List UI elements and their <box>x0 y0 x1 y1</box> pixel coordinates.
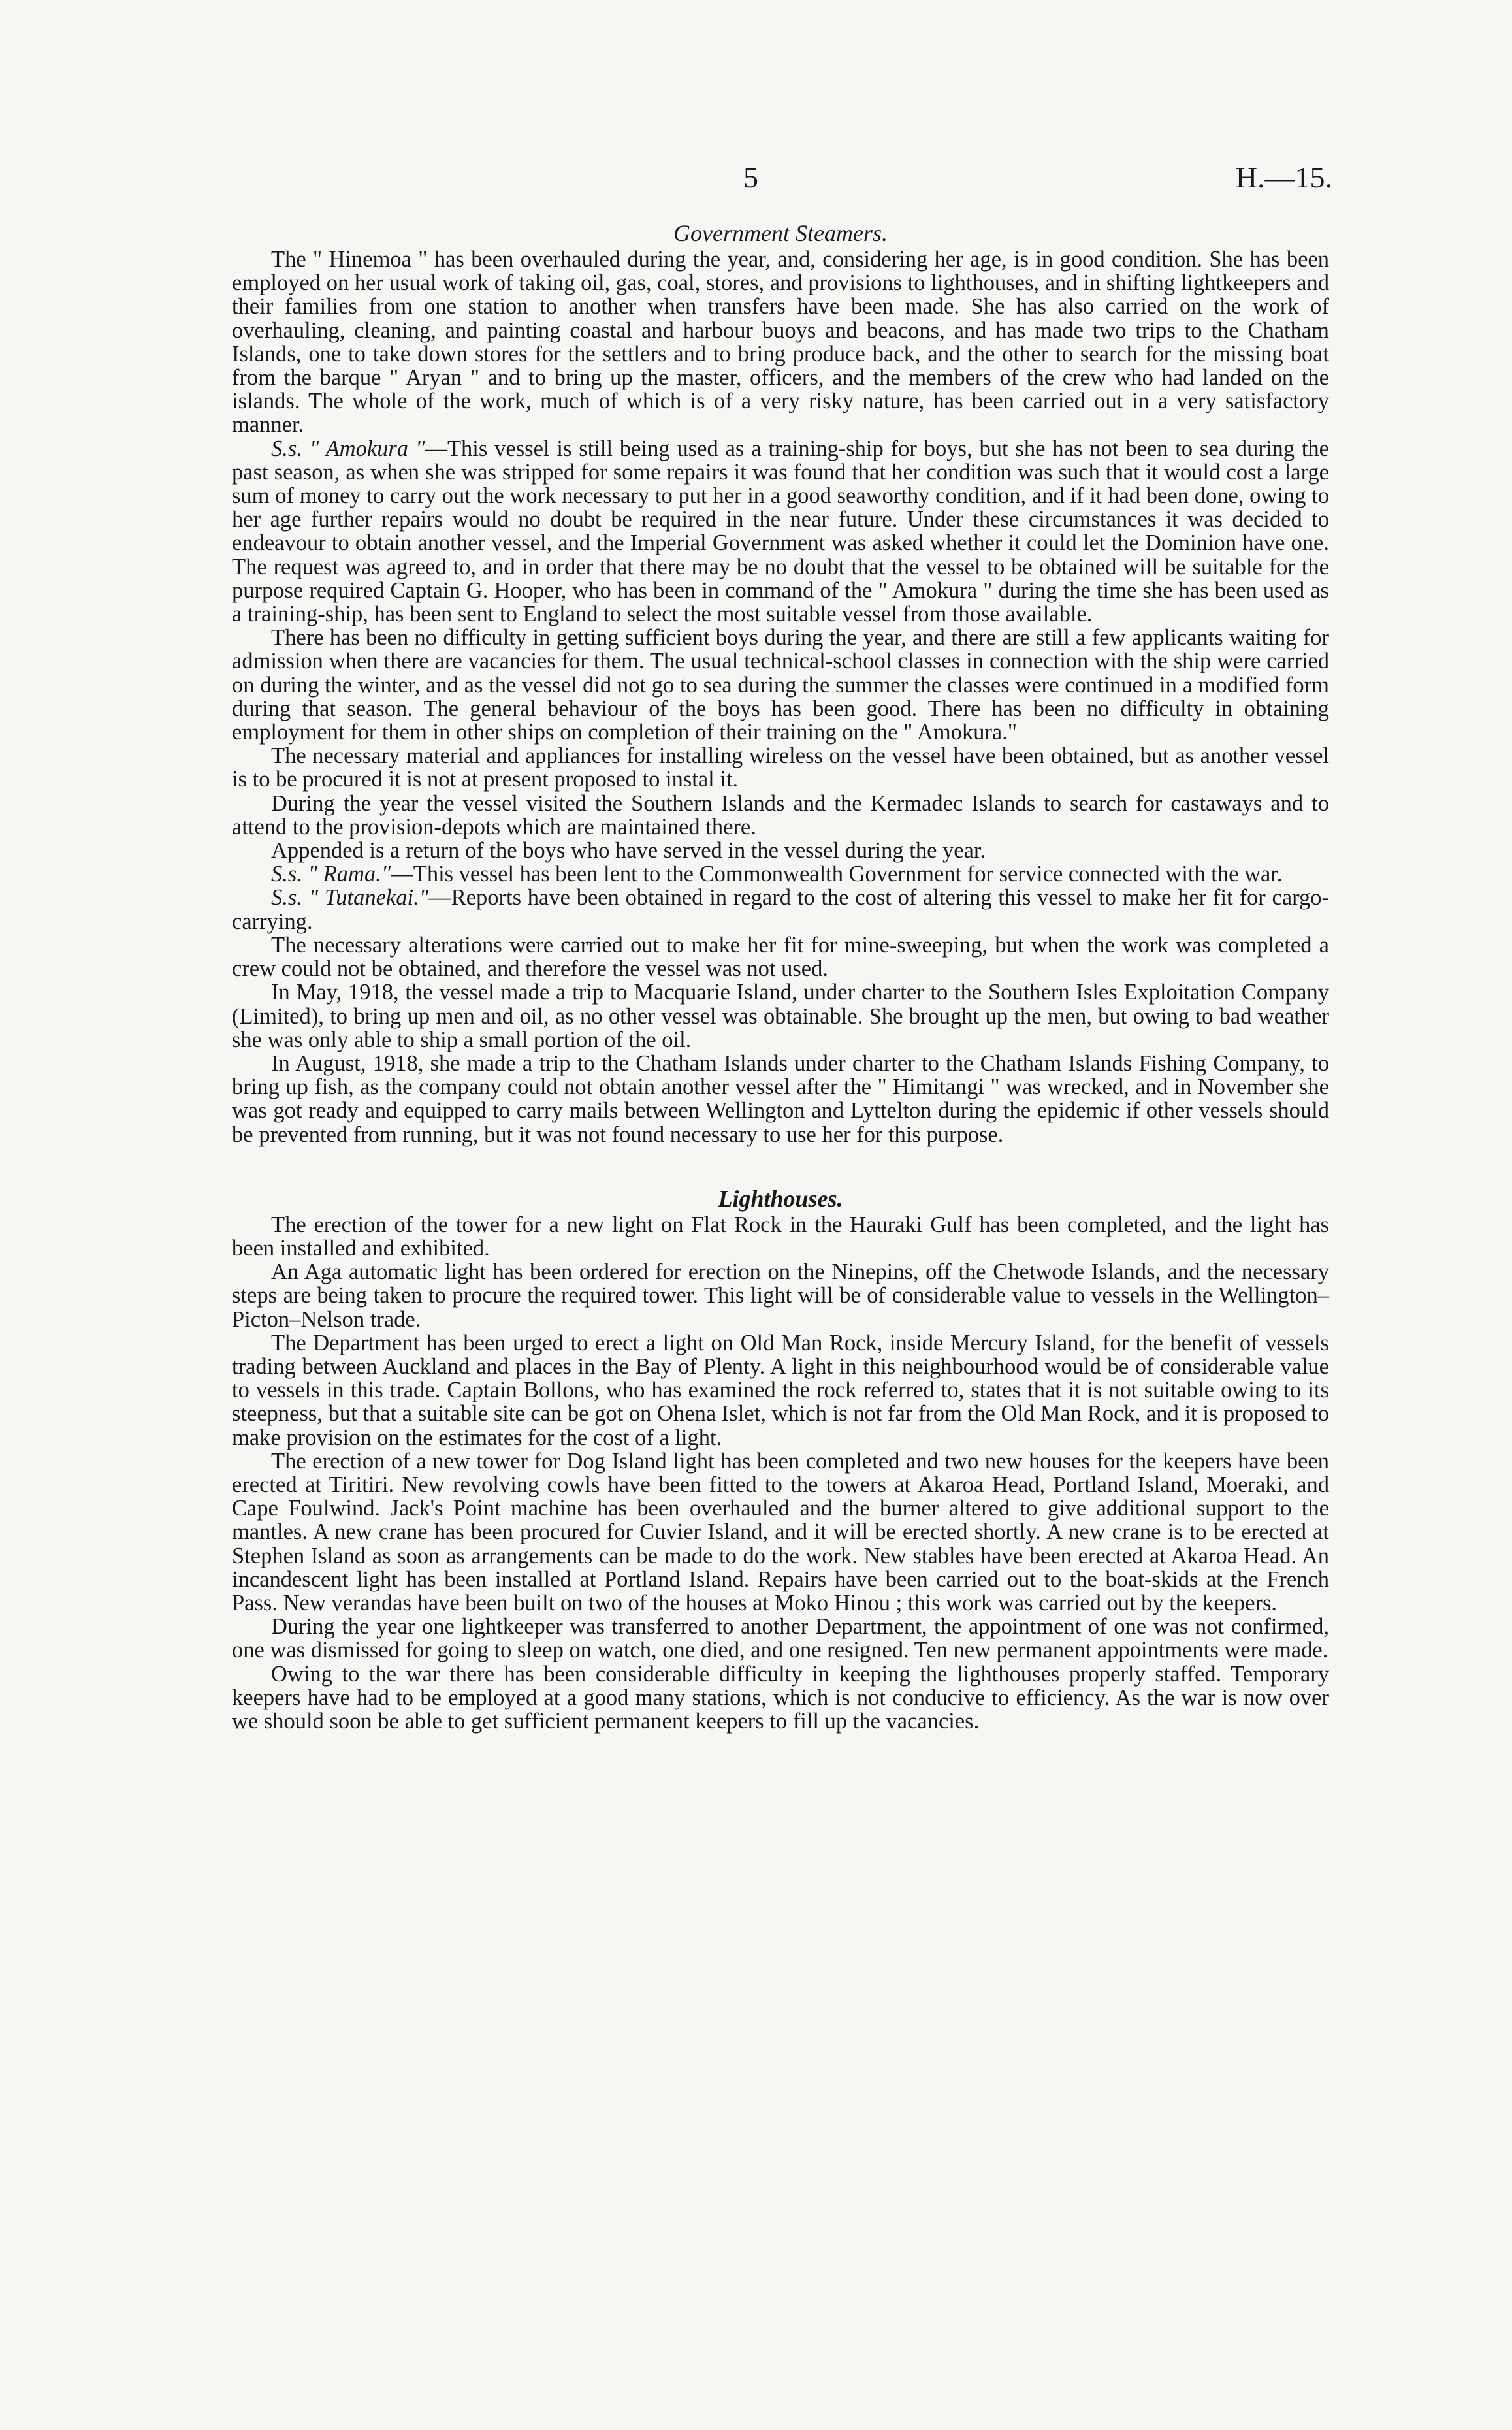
section-heading-lighthouses: Lighthouses. <box>718 1185 843 1212</box>
paragraph-islands: During the year the vessel visited the Southern Islands and the Kermadec Islands to search for castaways and to attend to the provision-depots which are maintained there. <box>232 790 1329 839</box>
paragraph-dog-island: The erection of a new tower for Dog Island light has been completed and two new houses for the keepers have been erected at Tiritiri. New revolving cowls have been fitted to the towers at Akaroa Head, Portland Island, Moeraki, and Cape Foulwind. Jack's Point machine has been overhauled and the burner altered to give additional support to the mantles. A new crane has been procured for Cuvier Island, and it will be erected shortly. A new crane is to be erected at Stephen Island as soon as arrangements can be made to do the work. New stables have been erected at Akaroa Head. An incandescent light has been installed at Portland Island. Repairs have been carried out to the boat-skids at the French Pass. New verandas have been built on two of the houses at Moko Hinou ; this work was carried out by the keepers. <box>232 1448 1329 1615</box>
page-number: 5 <box>743 161 758 194</box>
paragraph-rama <box>232 862 1329 886</box>
ship-name-tutanekai: S.s. " Tutanekai." <box>271 885 429 911</box>
document-reference: H.—15. <box>1235 161 1332 194</box>
paragraph-wireless: The necessary material and appliances for installing wireless on the vessel have been obtained, but as another vessel is to be procured it is not at present proposed to instal it. <box>232 743 1329 792</box>
paragraph-appended: Appended is a return of the boys who have served in the vessel during the year. <box>271 838 986 864</box>
paragraph-mine-sweeping: The necessary alterations were carried out to make her fit for mine-sweeping, but when the work was completed a crew could not be obtained, and therefore the vessel was not used. <box>232 932 1329 982</box>
paragraph-macquarie: In May, 1918, the vessel made a trip to Macquarie Island, under charter to the Southern Isles Exploitation Company (Limited), to bring up men and oil, as no other vessel was obtainable. She brought up the men, but owing to bad weather she was only able to ship a small portion of the oil. <box>232 980 1329 1052</box>
paragraph-ninepins: An Aga automatic light has been ordered for erection on the Ninepins, off the Chetwode Islands, and the necessary steps are being taken to procure the required tower. This light will be of considerable value to vessels in the Wellington–Picton–Nelson trade. <box>232 1259 1329 1332</box>
paragraph-amokura <box>232 437 1329 626</box>
page-header <box>0 160 1512 212</box>
paragraph-rama-text: —This vessel has been lent to the Commonwealth Government for service connected with the war. <box>391 862 1283 887</box>
paragraph-chatham: In August, 1918, she made a trip to the Chatham Islands under charter to the Chatham Islands Fishing Company, to bring up fish, as the company could not obtain another vessel after the " Himitangi " was wrecked, and in November she was got ready and equipped to carry mails between Wellington and Lyttelton during the epidemic if other vessels should be prevented from running, but it was not found necessary to use her for this purpose. <box>232 1050 1329 1147</box>
paragraph-staffing: Owing to the war there has been considerable difficulty in keeping the lighthouses properly staffed. Temporary keepers have had to be employed at a good many stations, which is not conducive to efficiency. As the war is now over we should soon be able to get sufficient permanent keepers to fill up the vacancies. <box>232 1661 1329 1734</box>
paragraph-hinemoa: The " Hinemoa " has been overhauled during the year, and, considering her age, is in good condition. She has been employed on her usual work of taking oil, gas, coal, stores, and provisions to lighthouses, and in shifting lightkeepers and their families from one station to another when transfers have been made. She has also carried on the work of overhauling, cleaning, and painting coastal and harbour buoys and beacons, and has made two trips to the Chatham Islands, one to take down stores for the settlers and to bring produce back, and the other to search for the missing boat from the barque " Aryan " and to bring up the master, officers, and the members of the crew who had landed on the islands. The whole of the work, much of which is of a very risky nature, has been carried out in a very satisfactory manner. <box>232 247 1329 438</box>
paragraph-lightkeepers: During the year one lightkeeper was transferred to another Department, the appointment of one was not confirmed, one was dismissed for going to sleep on watch, one died, and one resigned. Ten new permanent appointments were made. <box>232 1614 1329 1663</box>
paragraph-tutanekai-text: —Reports have been obtained in regard to the cost of altering this vessel to make her fit for cargo-carrying. <box>232 885 1329 934</box>
section-heading-government-steamers: Government Steamers. <box>673 220 888 246</box>
paragraph-amokura-text: —This vessel is still being used as a training-ship for boys, but she has not been to sea during the past season, as when she was stripped for some repairs it was found that her condition was such that it would cost a large sum of money to carry out the work necessary to put her in a good seaworthy condition, and if it had been done, owing to her age further repairs would no doubt be required in the near future. Under these circumstances it was decided to endeavour to obtain another vessel, and the Imperial Government was asked whether it could let the Dominion have one. The request was agreed to, and in order that there may be no doubt that the vessel to be obtained will be suitable for the purpose required Captain G. Hooper, who has been in command of the " Amokura " during the time she has been used as a training-ship, has been sent to England to select the most suitable vessel from those available. <box>232 436 1329 627</box>
paragraph-tutanekai <box>232 886 1329 933</box>
paragraph-old-man-rock: The Department has been urged to erect a light on Old Man Rock, inside Mercury Island, for the benefit of vessels trading between Auckland and places in the Bay of Plenty. A light in this neighbourhood would be of considerable value to vessels in this trade. Captain Bollons, who has examined the rock referred to, states that it is not suitable owing to its steepness, but that a suitable site can be got on Ohena Islet, which is not far from the Old Man Rock, and it is proposed to make provision on the estimates for the cost of a light. <box>232 1330 1329 1450</box>
paragraph-flat-rock: The erection of the tower for a new light on Flat Rock in the Hauraki Gulf has been completed, and the light has been installed and exhibited. <box>232 1212 1329 1261</box>
ship-name-amokura: S.s. " Amokura " <box>271 436 425 461</box>
body-text <box>232 219 1329 1733</box>
ship-name-rama: S.s. " Rama." <box>271 862 391 887</box>
paragraph-boys: There has been no difficulty in getting sufficient boys during the year, and there are still a few applicants waiting for admission when there are vacancies for them. The usual technical-school classes in connection with the ship were carried on during the winter, and as the vessel did not go to sea during the summer the classes were continued in a modified form during that season. The general behaviour of the boys has been good. There has been no difficulty in obtaining employment for them in other ships on completion of their training on the " Amokura." <box>232 625 1329 745</box>
